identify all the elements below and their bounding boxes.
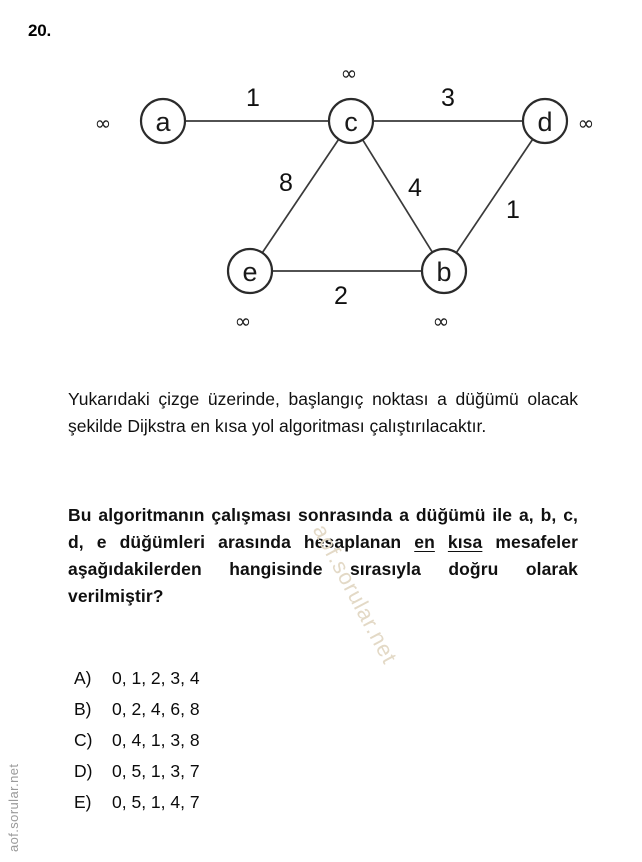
graph-node-distance-d: ∞ [577, 111, 595, 135]
option-c[interactable] [74, 730, 374, 761]
option-letter: B) [74, 699, 92, 719]
watermark-diagonal: aof.sorular.net [307, 520, 403, 669]
option-letter: D) [74, 761, 93, 781]
graph-nodes [141, 99, 567, 293]
option-text: 0, 1, 2, 3, 4 [112, 668, 200, 688]
graph-edge-d-b [456, 139, 532, 253]
question-emphasis-en: en [414, 532, 435, 552]
graph-figure [0, 40, 642, 350]
edge-weight-c-e: 8 [279, 169, 293, 197]
graph-node-label-b: b [436, 257, 452, 287]
graph-node-distance-c: ∞ [340, 61, 358, 85]
options-list [74, 668, 374, 823]
option-letter: E) [74, 792, 92, 812]
option-letter: A) [74, 668, 92, 688]
watermark-side: aof.sorular.net [6, 763, 21, 852]
graph-edge-weights [246, 84, 520, 310]
graph-edge-c-e [262, 139, 338, 253]
graph-node-distance-a: ∞ [94, 111, 112, 135]
graph-node-label-d: d [537, 107, 553, 137]
graph-node-label-c: c [344, 107, 358, 137]
question-text-part1: Bu algoritmanın çalışması sonrasında a düğümü ile a, b, c, d, e düğümleri arasında hesaplanan [68, 505, 578, 552]
edge-weight-d-b: 1 [506, 196, 520, 224]
question-paragraph [68, 502, 578, 610]
graph-node-distance-e: ∞ [234, 309, 252, 333]
edge-weight-e-b: 2 [334, 282, 348, 310]
question-text-gap [435, 532, 448, 552]
option-a[interactable] [74, 668, 374, 699]
edge-weight-c-d: 3 [441, 84, 455, 112]
graph-node-label-a: a [155, 107, 171, 137]
intro-paragraph: Yukarıdaki çizge üzerinde, başlangıç noktası a düğümü olacak şekilde Dijkstra en kısa yol algoritması çalıştırılacaktır. [68, 389, 578, 436]
edge-weight-c-b: 4 [408, 174, 422, 202]
option-text: 0, 2, 4, 6, 8 [112, 699, 200, 719]
graph-edges [185, 121, 533, 271]
question-text-part2: mesafeler aşağıdakilerden hangisinde sırasıyla doğru olarak verilmiştir? [68, 532, 579, 606]
edge-weight-a-c: 1 [246, 84, 260, 112]
option-text: 0, 4, 1, 3, 8 [112, 730, 200, 750]
option-d[interactable] [74, 761, 374, 792]
graph-node-label-e: e [242, 257, 258, 287]
question-number: 20. [28, 21, 52, 40]
graph-node-distance-b: ∞ [432, 309, 450, 333]
option-text: 0, 5, 1, 4, 7 [112, 792, 200, 812]
option-e[interactable] [74, 792, 374, 823]
option-text: 0, 5, 1, 3, 7 [112, 761, 200, 781]
option-b[interactable] [74, 699, 374, 730]
question-emphasis-kisa: kısa [447, 532, 483, 552]
option-letter: C) [74, 730, 93, 750]
